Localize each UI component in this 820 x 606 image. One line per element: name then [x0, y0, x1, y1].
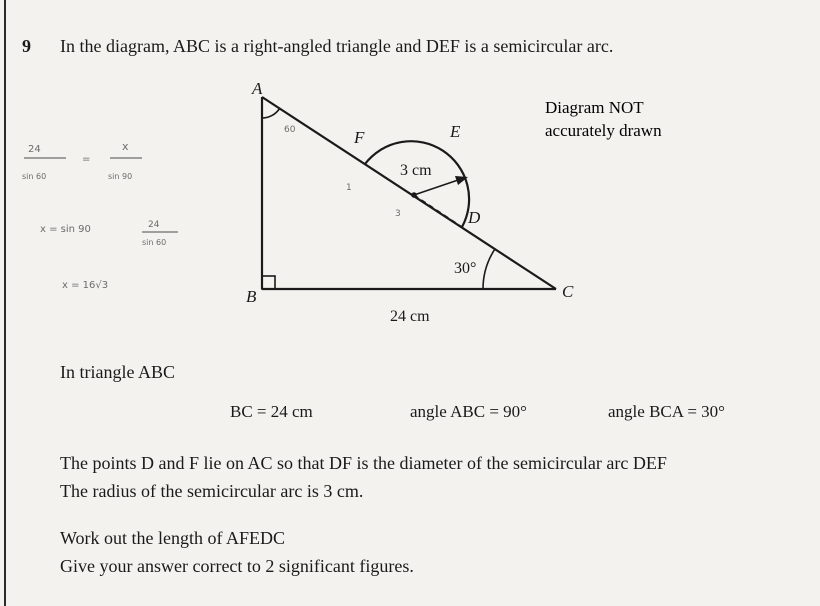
hand-line1-den: sin 60	[22, 172, 47, 181]
label-d: D	[468, 208, 481, 227]
text-line1: The points D and F lie on AC so that DF is the diameter of the semicircular arc DEF	[60, 453, 667, 473]
given-heading: In triangle ABC	[60, 362, 175, 382]
label-radius: 3 cm	[400, 162, 432, 179]
text-line4: Give your answer correct to 2 significant figures.	[60, 556, 414, 576]
radius-line	[414, 178, 464, 195]
semicircular-arc-def	[365, 141, 469, 227]
angle-arc-c	[483, 249, 495, 289]
label-a: A	[252, 79, 263, 98]
hand-line1-eq: =	[82, 154, 91, 165]
label-c: C	[562, 282, 574, 301]
given-angle-bca: angle BCA = 30°	[608, 402, 725, 421]
given-angle-abc: angle ABC = 90°	[410, 402, 527, 421]
hand-line2-num: 24	[148, 220, 160, 230]
side-ac	[262, 97, 556, 289]
question-number: 9	[22, 36, 31, 56]
label-f: F	[354, 128, 365, 147]
hand-mark-3: 3	[395, 209, 401, 219]
label-e: E	[450, 122, 461, 141]
hand-line3: x = 16√3	[62, 280, 109, 291]
hand-line1-num: 24	[28, 144, 41, 155]
diagram-note-line1: Diagram NOT	[545, 98, 644, 117]
text-line3: Work out the length of AFEDC	[60, 528, 286, 548]
hand-mark-60: 60	[284, 125, 296, 135]
label-base: 24 cm	[390, 308, 430, 325]
hand-line2-den: sin 60	[142, 238, 167, 247]
label-b: B	[246, 287, 257, 306]
text-line2: The radius of the semicircular arc is 3 cm.	[60, 481, 364, 501]
hand-line2: x = sin 90	[40, 224, 91, 235]
hand-line1-x: x	[122, 140, 129, 153]
diagram-note-line2: accurately drawn	[545, 121, 662, 140]
angle-arc-a	[262, 109, 280, 119]
question-stem: In the diagram, ABC is a right-angled triangle and DEF is a semicircular arc.	[60, 36, 614, 56]
hand-line1-den2: sin 90	[108, 172, 133, 181]
right-angle-marker	[262, 276, 275, 289]
given-bc: BC = 24 cm	[230, 402, 313, 421]
hand-mark-1: 1	[346, 183, 352, 193]
label-angle-30: 30°	[454, 260, 477, 277]
